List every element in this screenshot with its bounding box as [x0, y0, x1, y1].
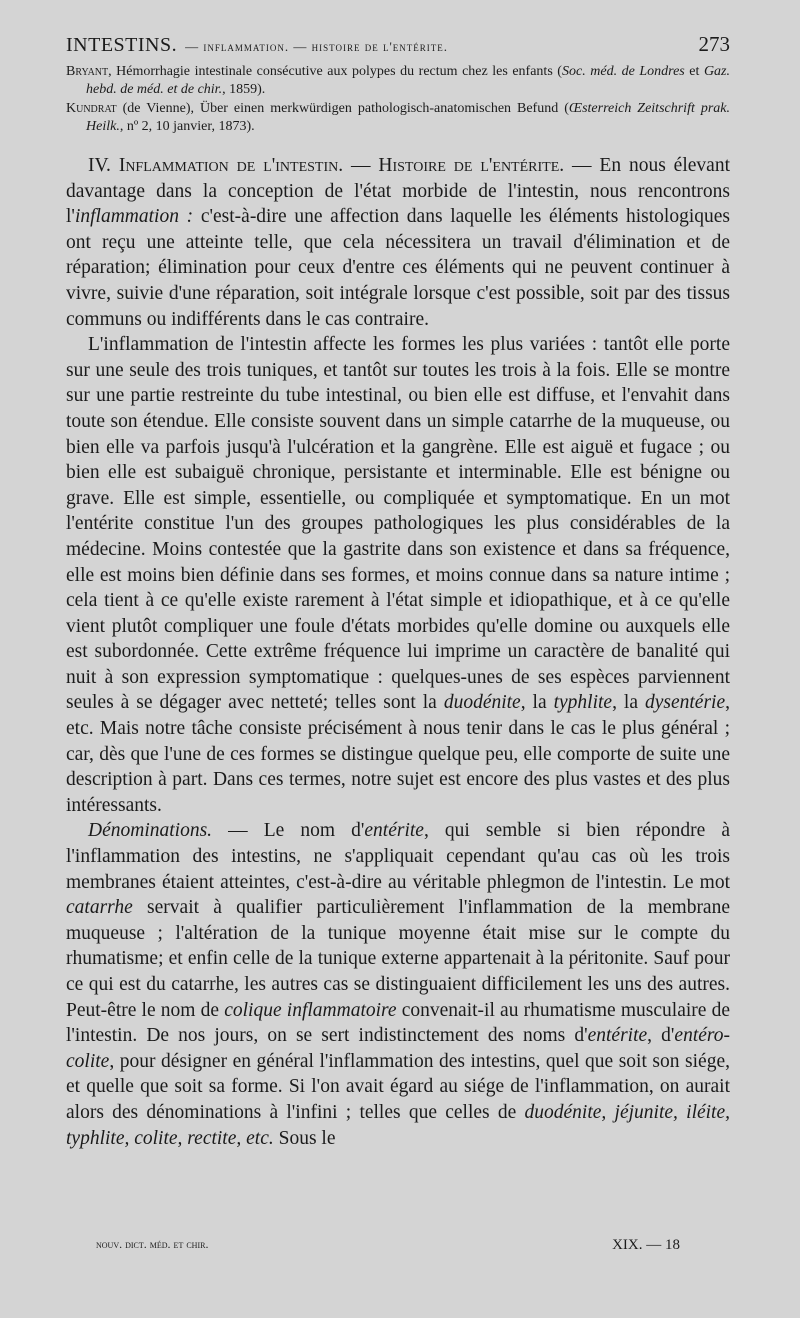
paragraph [66, 332, 730, 818]
emphasis: entéro-colite [66, 1025, 731, 1072]
emphasis: duodénite [443, 692, 521, 714]
paragraph-text: — Le nom d' [212, 820, 365, 842]
reference-journal: Gaz. hebd. de méd. et de chir. [86, 64, 730, 97]
header-title: INTESTINS. [66, 34, 178, 56]
section-number: IV. [88, 155, 111, 176]
reference-text: , 1859). [222, 82, 266, 97]
reference-journal: Soc. méd. de Londres [561, 64, 685, 79]
page-footer [96, 1237, 680, 1254]
footer-volume: XIX. — 18 [612, 1237, 680, 1253]
reference-entry [66, 63, 730, 99]
subsection-heading: Dénominations. [88, 820, 213, 842]
paragraph-text: , etc. Mais notre tâche consiste précisément à nous tenir dans le cas le plus général ; car, dès que l'une de ces formes se distingue quelque peu, elle comporte de suite une description à part. Dans ces termes, notre sujet est encore des plus vastes et des plus intéressants. [66, 692, 730, 816]
reference-text: (de Vienne), Über einen merkwürdigen pathologisch-anatomischen Befund ( [116, 101, 569, 116]
reference-author: Bryant, [66, 64, 112, 79]
article-body [66, 153, 730, 1151]
header-subtitle: — inflammation. — histoire de l'entérite. [185, 39, 449, 54]
reference-text: , nº 2, 10 janvier, 1873). [119, 119, 255, 134]
reference-text: Hémorrhagie intestinale consécutive aux polypes du rectum chez les enfants ( [111, 64, 562, 79]
paragraph [66, 818, 730, 1151]
paragraph-text: Sous le [273, 1127, 336, 1149]
paragraph-text: servait à qualifier particulièrement l'inflammation de la membrane muqueuse ; l'altération de la tunique moyenne était mise sur le compte du rhumatisme; et enfin celle de la tunique externe appartenait à la péritonite. Sauf pour ce qui est du catarrhe, les autres cas se distinguaient difficilement les uns des autres. Peut-être le nom de [66, 897, 730, 1021]
paragraph-text: , la [612, 692, 645, 714]
paragraph-text: , pour désigner en général l'inflammation des intestins, quel que soit son siége, et quelle que soit sa forme. Si l'on avait égard au siége de l'inflammation, on aurait alors des dénominations à l'infini ; telles que celles de [66, 1050, 730, 1123]
emphasis: typhlite [553, 692, 613, 714]
paragraph-text: , la [520, 692, 554, 714]
emphasis: entérite [587, 1025, 648, 1047]
paragraph-text: — En nous élevant davantage dans la conception de l'état morbide de l'intestin, nous rencontrons l' [66, 155, 730, 228]
reference-author: Kundrat [66, 101, 117, 116]
emphasis: catarrhe [66, 897, 133, 919]
bibliography-references [66, 63, 730, 136]
paragraph-text: , d' [647, 1025, 675, 1047]
running-header [66, 32, 730, 57]
reference-journal: Œsterreich Zeitschrift prak. Heilk. [86, 101, 730, 134]
emphasis: inflammation : [74, 206, 194, 228]
emphasis: dysentérie [644, 692, 726, 714]
footer-signature: nouv. dict. méd. et chir. [96, 1237, 209, 1251]
reference-text: et [684, 64, 704, 79]
emphasis: entérite [364, 820, 424, 842]
paragraph-text: L'inflammation de l'intestin affecte les formes les plus variées : tantôt elle porte sur une seule des trois tuniques, et tantôt sur toutes les trois à la fois. Elle se montre sur une partie restreinte du tube intestinal, ou bien elle est diffuse, et l'envahit dans toute son étendue. Elle consiste souvent dans un simple catarrhe de la muqueuse, ou bien elle va parfois jusqu'à l'ulcération et la gangrène. Elle est aiguë et fugace ; ou bien elle est subaiguë chronique, persistante et interminable. Elle est bénigne ou grave. Elle est simple, essentielle, ou compliquée et symptomatique. En un mot l'entérite constitue l'un des groupes pathologiques les plus considérables de la médecine. Moins contestée que la gastrite dans son existence et dans sa fréquence, elle est moins bien définie dans ses formes, et moins connue dans sa nature intime ; cela tient à ce qu'elle existe rarement à l'état simple et idiopathique, et à ce qu'elle vient plutôt compliquer une foule d'états morbides qu'elle domine ou auxquels elle est subordonnée. Cette extrême fréquence lui imprime un caractère de banalité qui nuit à son expression symptomatique : quelques-unes de ses espèces parviennent seules à se dégager avec netteté; telles sont la [66, 334, 730, 714]
paragraph-text: , qui semble si bien répondre à l'inflammation des intestins, ne s'appliquait cependant qu'au cas où les trois membranes étaient atteintes, c'est-à-dire au véritable phlegmon de l'intestin. Le mot [66, 820, 731, 893]
emphasis: duodénite, jéjunite, iléite, typhlite, colite, rectite, etc. [66, 1101, 731, 1149]
paragraph [66, 153, 730, 332]
reference-entry [66, 100, 730, 136]
paragraph-text: c'est-à-dire une affection dans laquelle les éléments histologiques ont reçu une atteinte telle, que cela nécessitera un travail d'élimination et de réparation; élimination pour ceux d'entre ces éléments qui ne peuvent continuer à vivre, suivie d'une réparation, soit intégrale lorsque c'est possible, soit par des tissus communs ou indifférents dans le cas contraire. [66, 206, 731, 330]
section-heading: Inflammation de l'intestin. — Histoire de l'entérite. [118, 155, 565, 176]
emphasis: colique inflammatoire [224, 999, 397, 1021]
page-number: 273 [698, 32, 730, 56]
paragraph-text: convenait-il au rhumatisme musculaire de l'intestin. De nos jours, on se sert indistinctement des noms d' [66, 999, 730, 1047]
